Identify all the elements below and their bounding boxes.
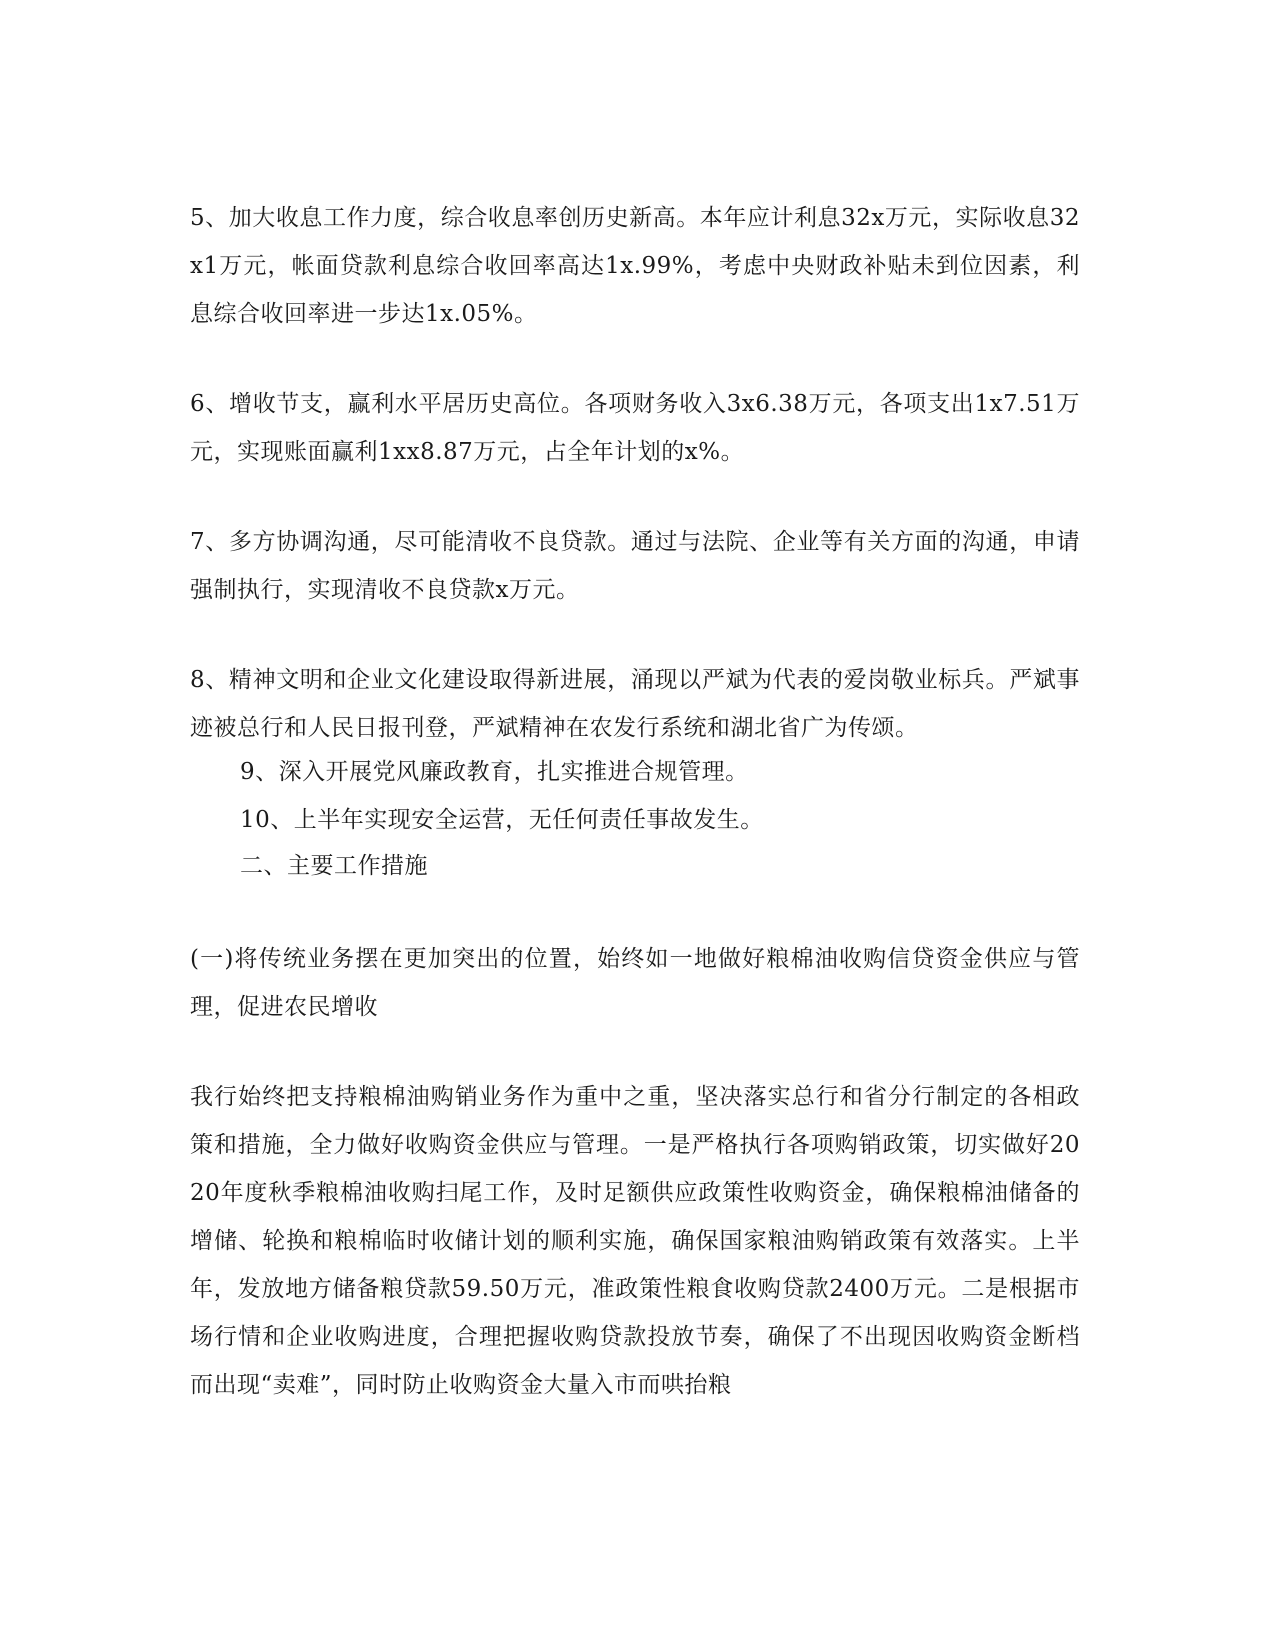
section-heading: 二、主要工作措施 [240, 853, 428, 879]
body-paragraph: 我行始终把支持粮棉油购销业务作为重中之重，坚决落实总行和省分行制定的各相政策和措施，全力做好收购资金供应与管理。一是严格执行各项购销政策，切实做好2020年度秋季粮棉油收购扫尾工作，及时足额供应政策性收购资金，确保粮棉油储备的增储、轮换和粮棉临时收储计划的顺利实施，确保国家粮油购销政策有效落实。上半年，发放地方储备粮贷款59.50万元，准政策性粮食收购贷款2400万元。二是根据市场行情和企业收购进度，合理把握收购贷款投放节奏，确保了不出现因收购资金断档而出现“卖难”，同时防止收购资金大量入市而哄抬粮 [190, 1084, 1080, 1398]
paragraph-item-10: 10、上半年实现安全运营，无任何责任事故发生。 [240, 807, 764, 833]
paragraph-item-7: 7、多方协调沟通，尽可能清收不良贷款。通过与法院、企业等有关方面的沟通，申请强制执行，实现清收不良贷款x万元。 [190, 529, 1080, 603]
paragraph-item-9: 9、深入开展党风廉政教育，扎实推进合规管理。 [240, 759, 749, 785]
paragraph-item-5: 5、加大收息工作力度，综合收息率创历史新高。本年应计利息32x万元，实际收息32x1万元，帐面贷款利息综合收回率高达1x.99%，考虑中央财政补贴未到位因素，利息综合收回率进一步达1x.05%。 [190, 205, 1080, 327]
subsection-heading: (一)将传统业务摆在更加突出的位置，始终如一地做好粮棉油收购信贷资金供应与管理，促进农民增收 [190, 946, 1080, 1020]
paragraph-item-8: 8、精神文明和企业文化建设取得新进展，涌现以严斌为代表的爱岗敬业标兵。严斌事迹被总行和人民日报刊登，严斌精神在农发行系统和湖北省广为传颂。 [190, 667, 1080, 741]
paragraph-item-6: 6、增收节支，赢利水平居历史高位。各项财务收入3x6.38万元，各项支出1x7.51万元，实现账面赢利1xx8.87万元，占全年计划的x%。 [190, 391, 1080, 465]
